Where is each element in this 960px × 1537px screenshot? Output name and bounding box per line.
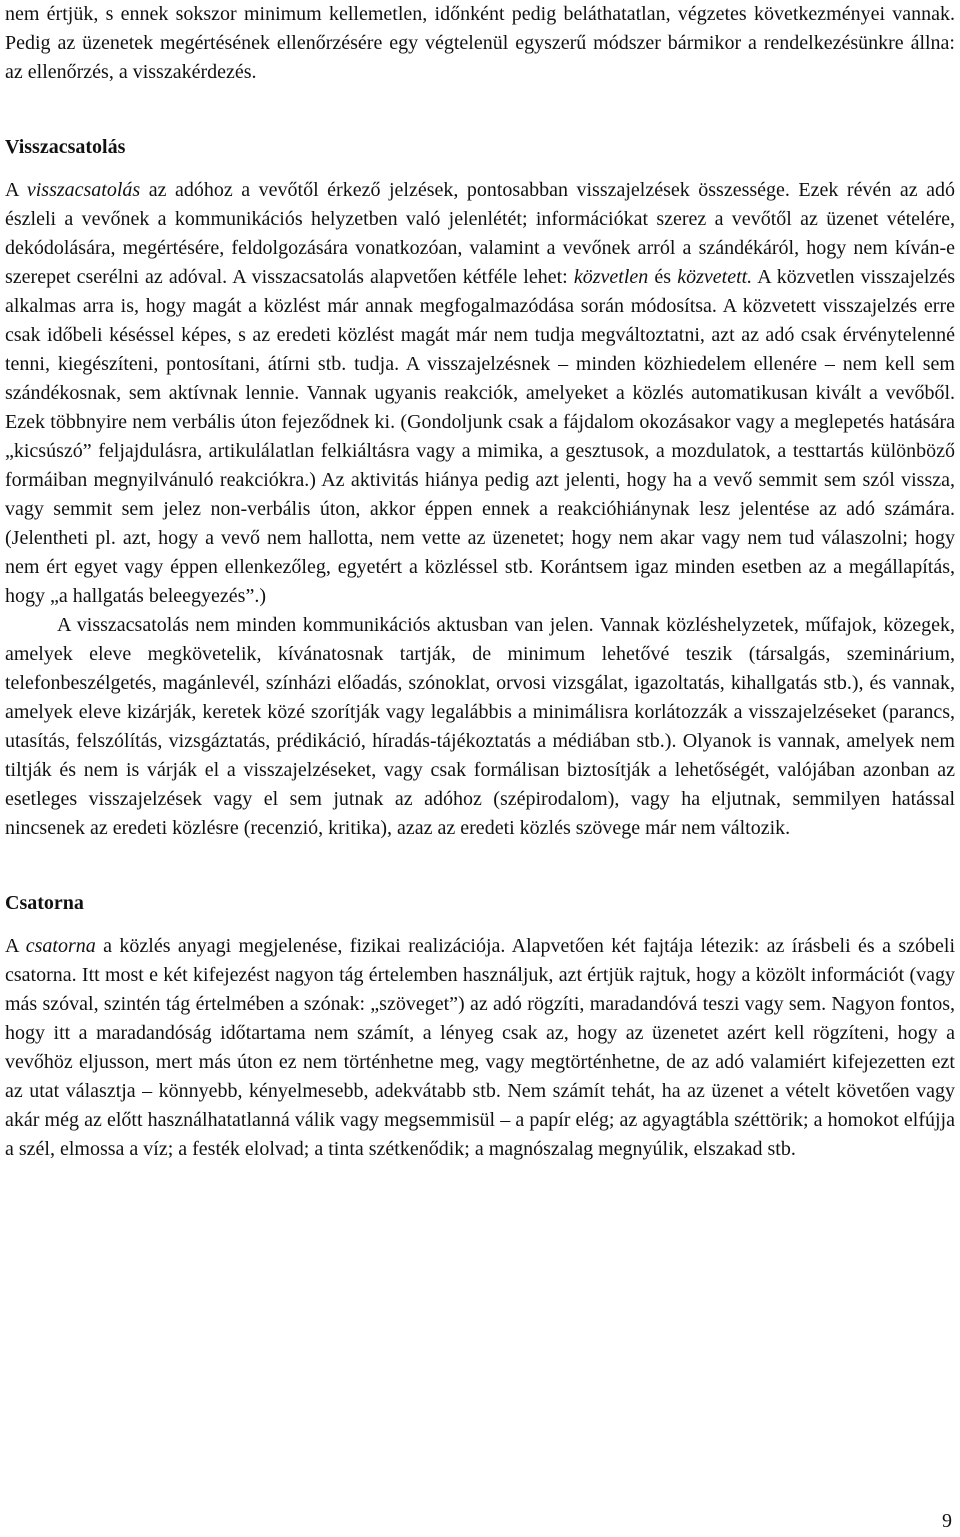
section-heading-csatorna: Csatorna [5,892,84,914]
term-visszacsatolas: visszacsatolás [26,179,141,201]
term-kozvetlen: közvetlen [573,266,649,288]
term-csatorna: csatorna [25,935,96,957]
page-number: 9 [942,1510,952,1532]
visszacsatolas-paragraph-1: A visszacsatolás az adóhoz a vevőtől érkező jelzések, pontosabban visszajelzések összessége. Ezek révén az adó észleli a vevőnek a kommunikációs helyzetben való jelenlétét; információkat szerez a vevőtől az üzenet vételére, dekódolására, megértésére, feldolgozására vonatkozóan, valamint a vevőnek arról a szándékáról, hogy nem kíván-e szerepet cserélni az adóval. A visszacsatolás alapvetően kétféle lehet: közvetlen és közvetett. A közvetlen visszajelzés alkalmas arra is, hogy magát a közlést már annak megfogalmazódása során módosítsa. A közvetett visszajelzés erre csak időbeli késéssel képes, s az eredeti közlést magát már nem tudja megváltoztatni, azt az adó csak érvénytelenné tenni, kiegészíteni, pontosítani, átírni stb. tudja. A visszajelzésnek – minden közhiedelem ellenére – nem kell sem szándékosnak, sem aktívnak lennie. Vannak ugyanis reakciók, amelyeket a közlés automatikusan kivált a vevőből. Ezek többnyire nem verbális úton fejeződnek ki. (Gondoljunk csak a fájdalom okozásakor vagy a meglepetés hatására „kicsúszó” feljajdulásra, artikulálatlan felkiáltásra vagy a mimika, a gesztusok, a mozdulatok, a testtartás különböző formáiban megnyilvánuló reakciókra.) Az aktivitás hiánya pedig azt jelenti, hogy ha a vevő semmit sem szól vissza, vagy semmit sem jelez non-verbális úton, akkor éppen ennek a reakcióhiánynak lesz jelentése az adó számára. (Jelentheti pl. azt, hogy a vevő nem hallotta, nem vette az üzenetet; hogy nem akar vagy nem tud válaszolni; hogy nem ért egyet vagy éppen ellenkezőleg, egyetért a közléssel stb. Korántsem igaz minden esetben az a megállapítás, hogy „a hallgatás beleegyezés”.) [5,179,955,607]
document-page [5,0,955,1164]
intro-paragraph: nem értjük, s ennek sokszor minimum kellemetlen, időnként pedig beláthatatlan, végzetes következményei vannak. Pedig az üzenetek megértésének ellenőrzésére egy végtelenül egyszerű módszer bármikor a rendelkezésünkre állna: az ellenőrzés, a visszakérdezés. [5,3,955,83]
visszacsatolas-paragraph-2: A visszacsatolás nem minden kommunikációs aktusban van jelen. Vannak közléshelyzetek, műfajok, közegek, amelyek eleve megkövetelik, kívánatosnak tartják, de minimum lehetővé teszik (társalgás, szeminárium, telefonbeszélgetés, magánlevél, színházi előadás, szónoklat, orvosi vizsgálat, igazoltatás, kihallgatás stb.), és vannak, amelyek eleve kizárják, keretek közé szorítják vagy legalábbis a minimálisra korlátozzák a visszajelzéseket (parancs, utasítás, felszólítás, vizsgáztatás, prédikáció, híradás-tájékoztatás a médiában stb.). Olyanok is vannak, amelyek nem tiltják és nem is várják el a visszajelzéseket, vagy csak formálisan biztosítják a lehetőségét, valójában azonban az esetleges visszajelzések vagy el sem jutnak az adóhoz (szépirodalom), vagy ha eljutnak, semmilyen hatással nincsenek az eredeti közlésre (recenzió, kritika), azaz az eredeti közlés szövege már nem változik. [5,614,955,839]
term-kozvetett: közvetett. [677,266,753,288]
csatorna-paragraph-1: A csatorna a közlés anyagi megjelenése, fizikai realizációja. Alapvetően két fajtája létezik: az írásbeli és a szóbeli csatorna. Itt most e két kifejezést nagyon tág értelemben használjuk, azt értjük rajtuk, hogy a közölt információt (vagy más szóval, szintén tág értelmében a szónak: „szöveget”) az adó rögzíti, maradandóvá teszi vagy sem. Nagyon fontos, hogy itt a maradandóság időtartama nem számít, a lényeg csak az, hogy az üzenetet azért kell rögzíteni, hogy a vevőhöz eljusson, mert más úton ez nem történhetne meg, vagy megtörténhetne, de az adó valamiért kifejezetten ezt az utat választja – könnyebb, kényelmesebb, adekvátabb stb. Nem számít tehát, ha az üzenet a vételt követően vagy akár még az előtt használhatatlanná válik vagy megsemmisül – a papír elég; az agyagtábla széttörik; a homokot elfújja a szél, elmossa a víz; a festék elolvad; a tinta szétkenődik; a magnószalag megnyúlik, elszakad stb. [5,935,956,1160]
section-heading-visszacsatolas: Visszacsatolás [5,136,126,158]
